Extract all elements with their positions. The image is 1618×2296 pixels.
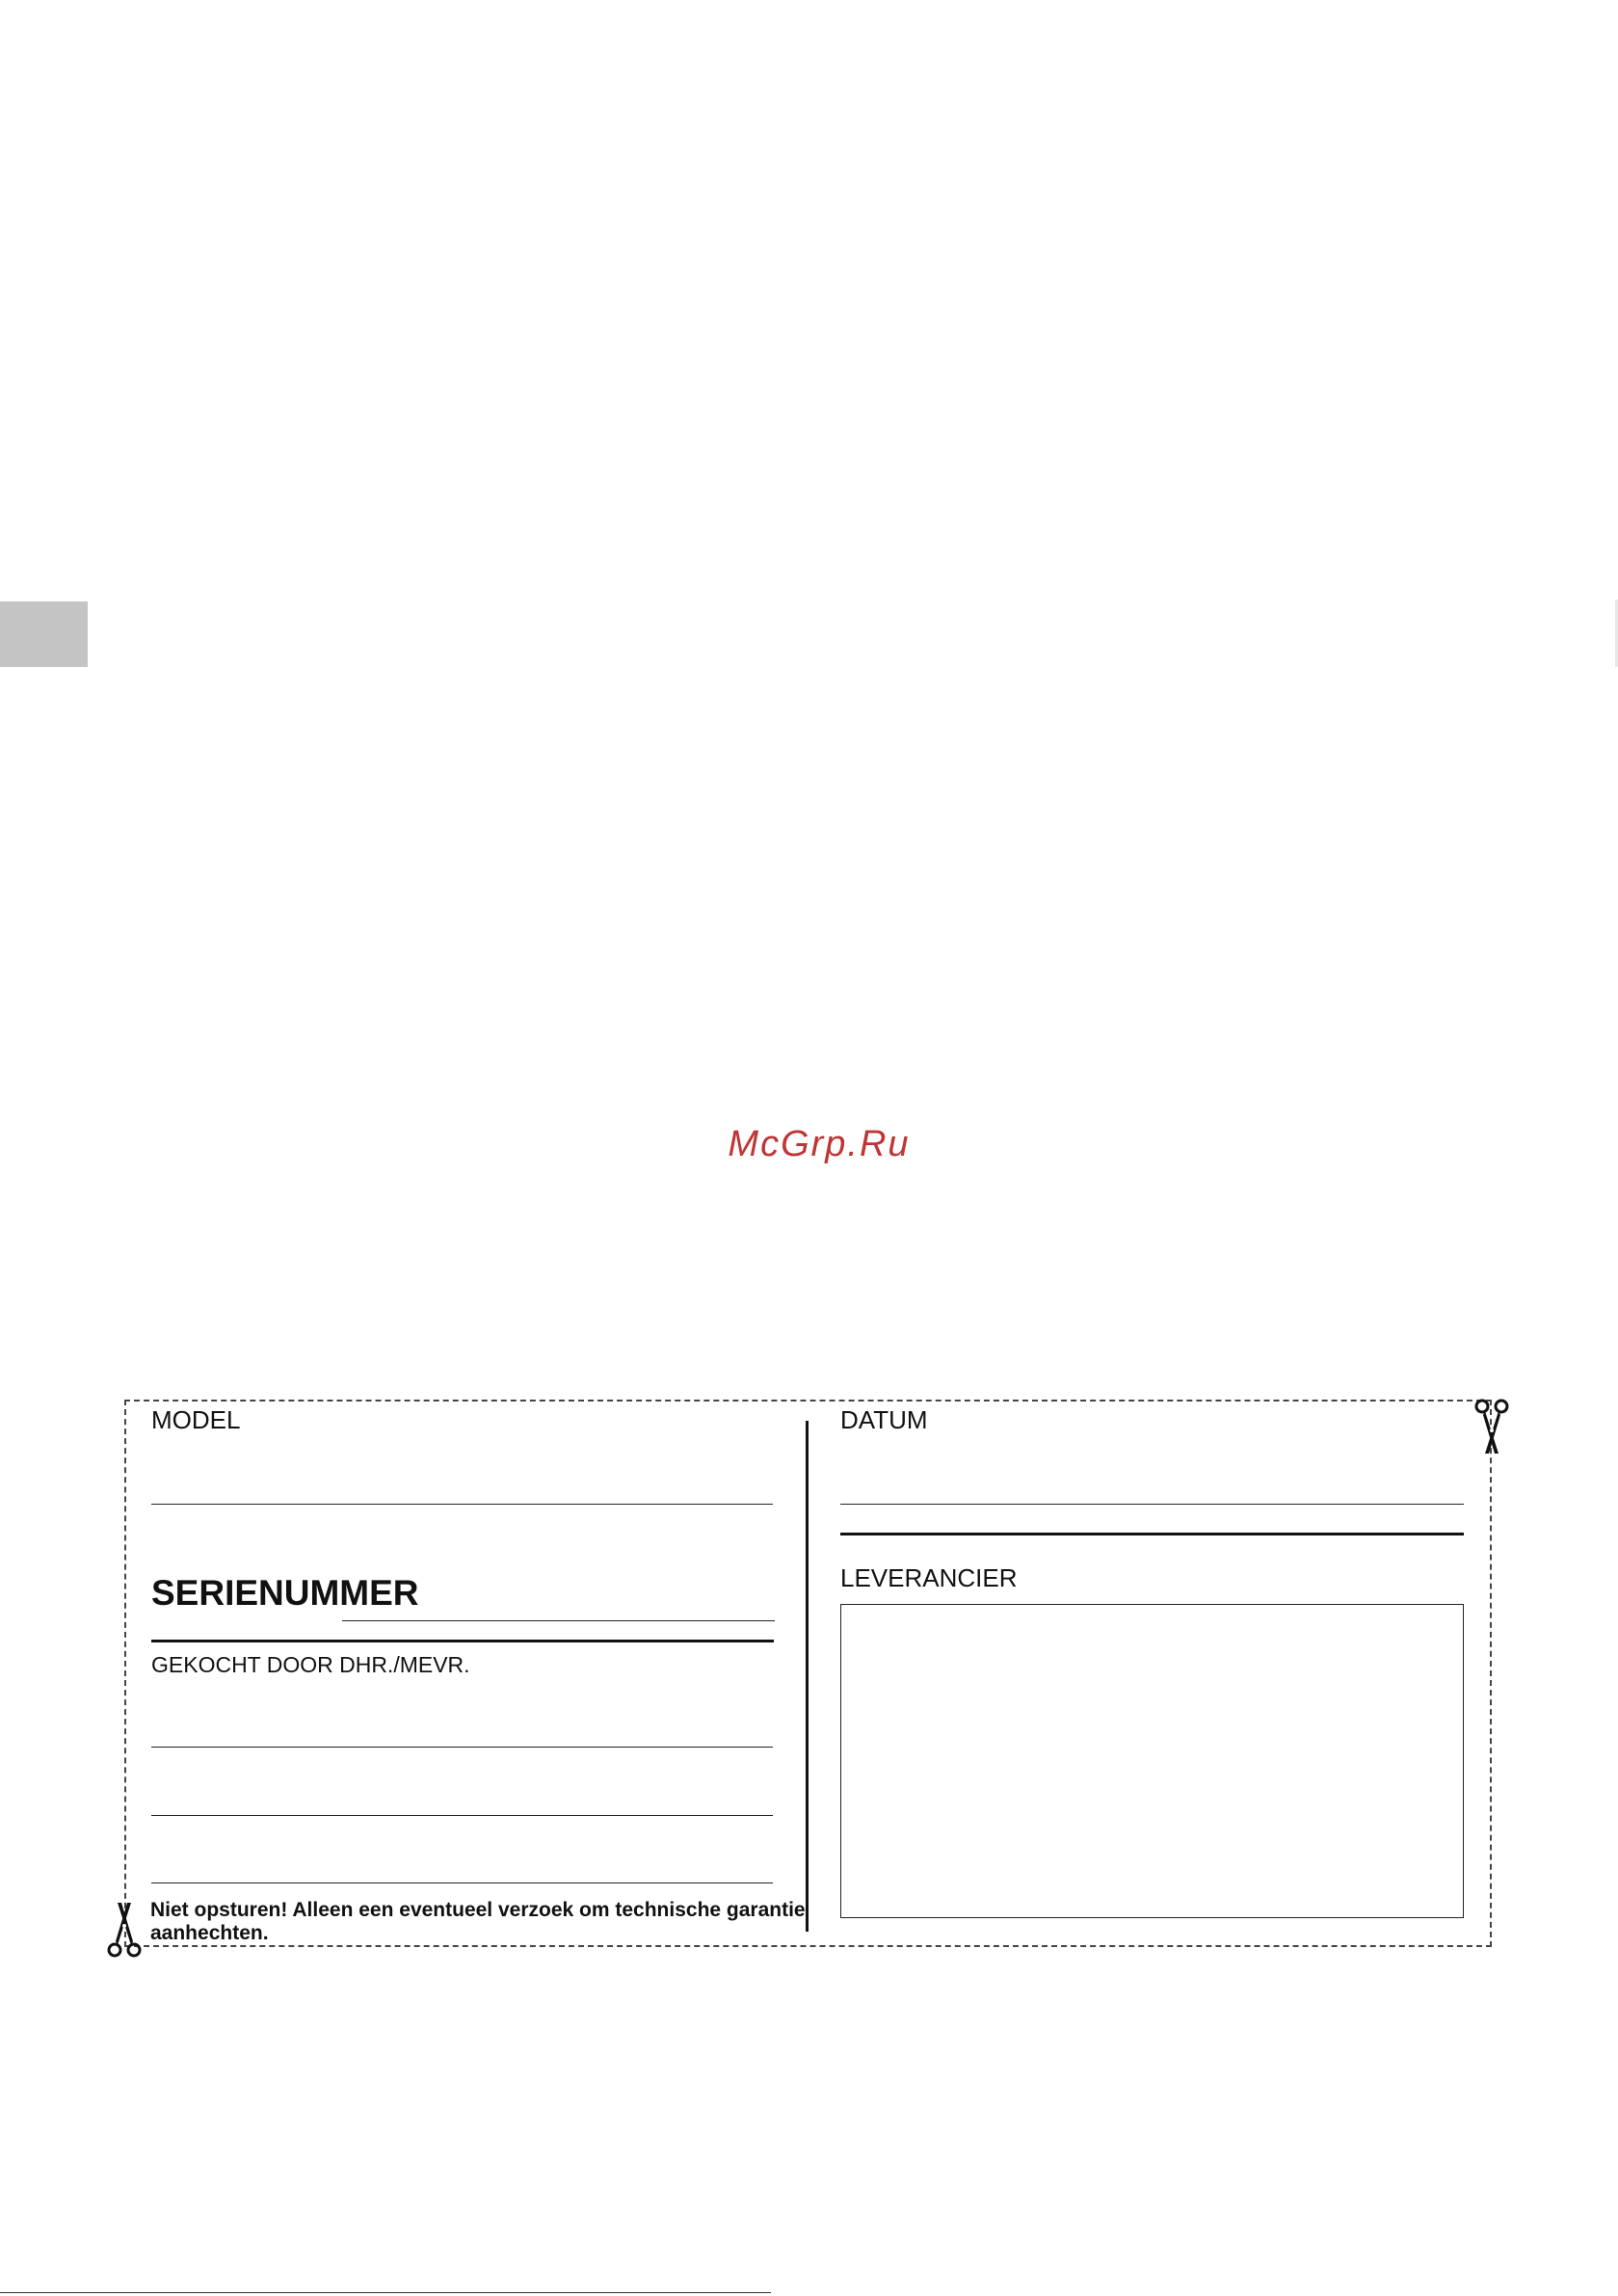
supplier-label: LEVERANCIER [840,1563,1018,1592]
scissors-icon [104,1899,145,1959]
serial-underline [151,1640,774,1642]
side-tab-marker [0,601,88,667]
date-field[interactable] [840,1504,1464,1505]
footer-rule [0,2292,771,2293]
date-label: DATUM [840,1405,928,1434]
bought-by-field-1[interactable] [151,1747,773,1748]
model-field[interactable] [151,1504,773,1505]
card-divider [806,1421,809,1932]
date-underline [840,1533,1464,1535]
supplier-field[interactable] [840,1604,1464,1918]
model-label: MODEL [151,1405,241,1434]
serial-label: SERIENUMMER [151,1573,419,1613]
bought-by-field-2[interactable] [151,1815,773,1816]
scissors-icon [1472,1398,1512,1457]
bought-by-label: GEKOCHT DOOR DHR./MEVR. [151,1652,470,1677]
bought-by-field-3[interactable] [151,1882,773,1883]
watermark: McGrp.Ru [728,1124,911,1164]
card-note: Niet opsturen! Alleen een eventueel verzoek om technische garantie aanhechten. [150,1899,806,1944]
serial-field[interactable] [342,1620,775,1621]
